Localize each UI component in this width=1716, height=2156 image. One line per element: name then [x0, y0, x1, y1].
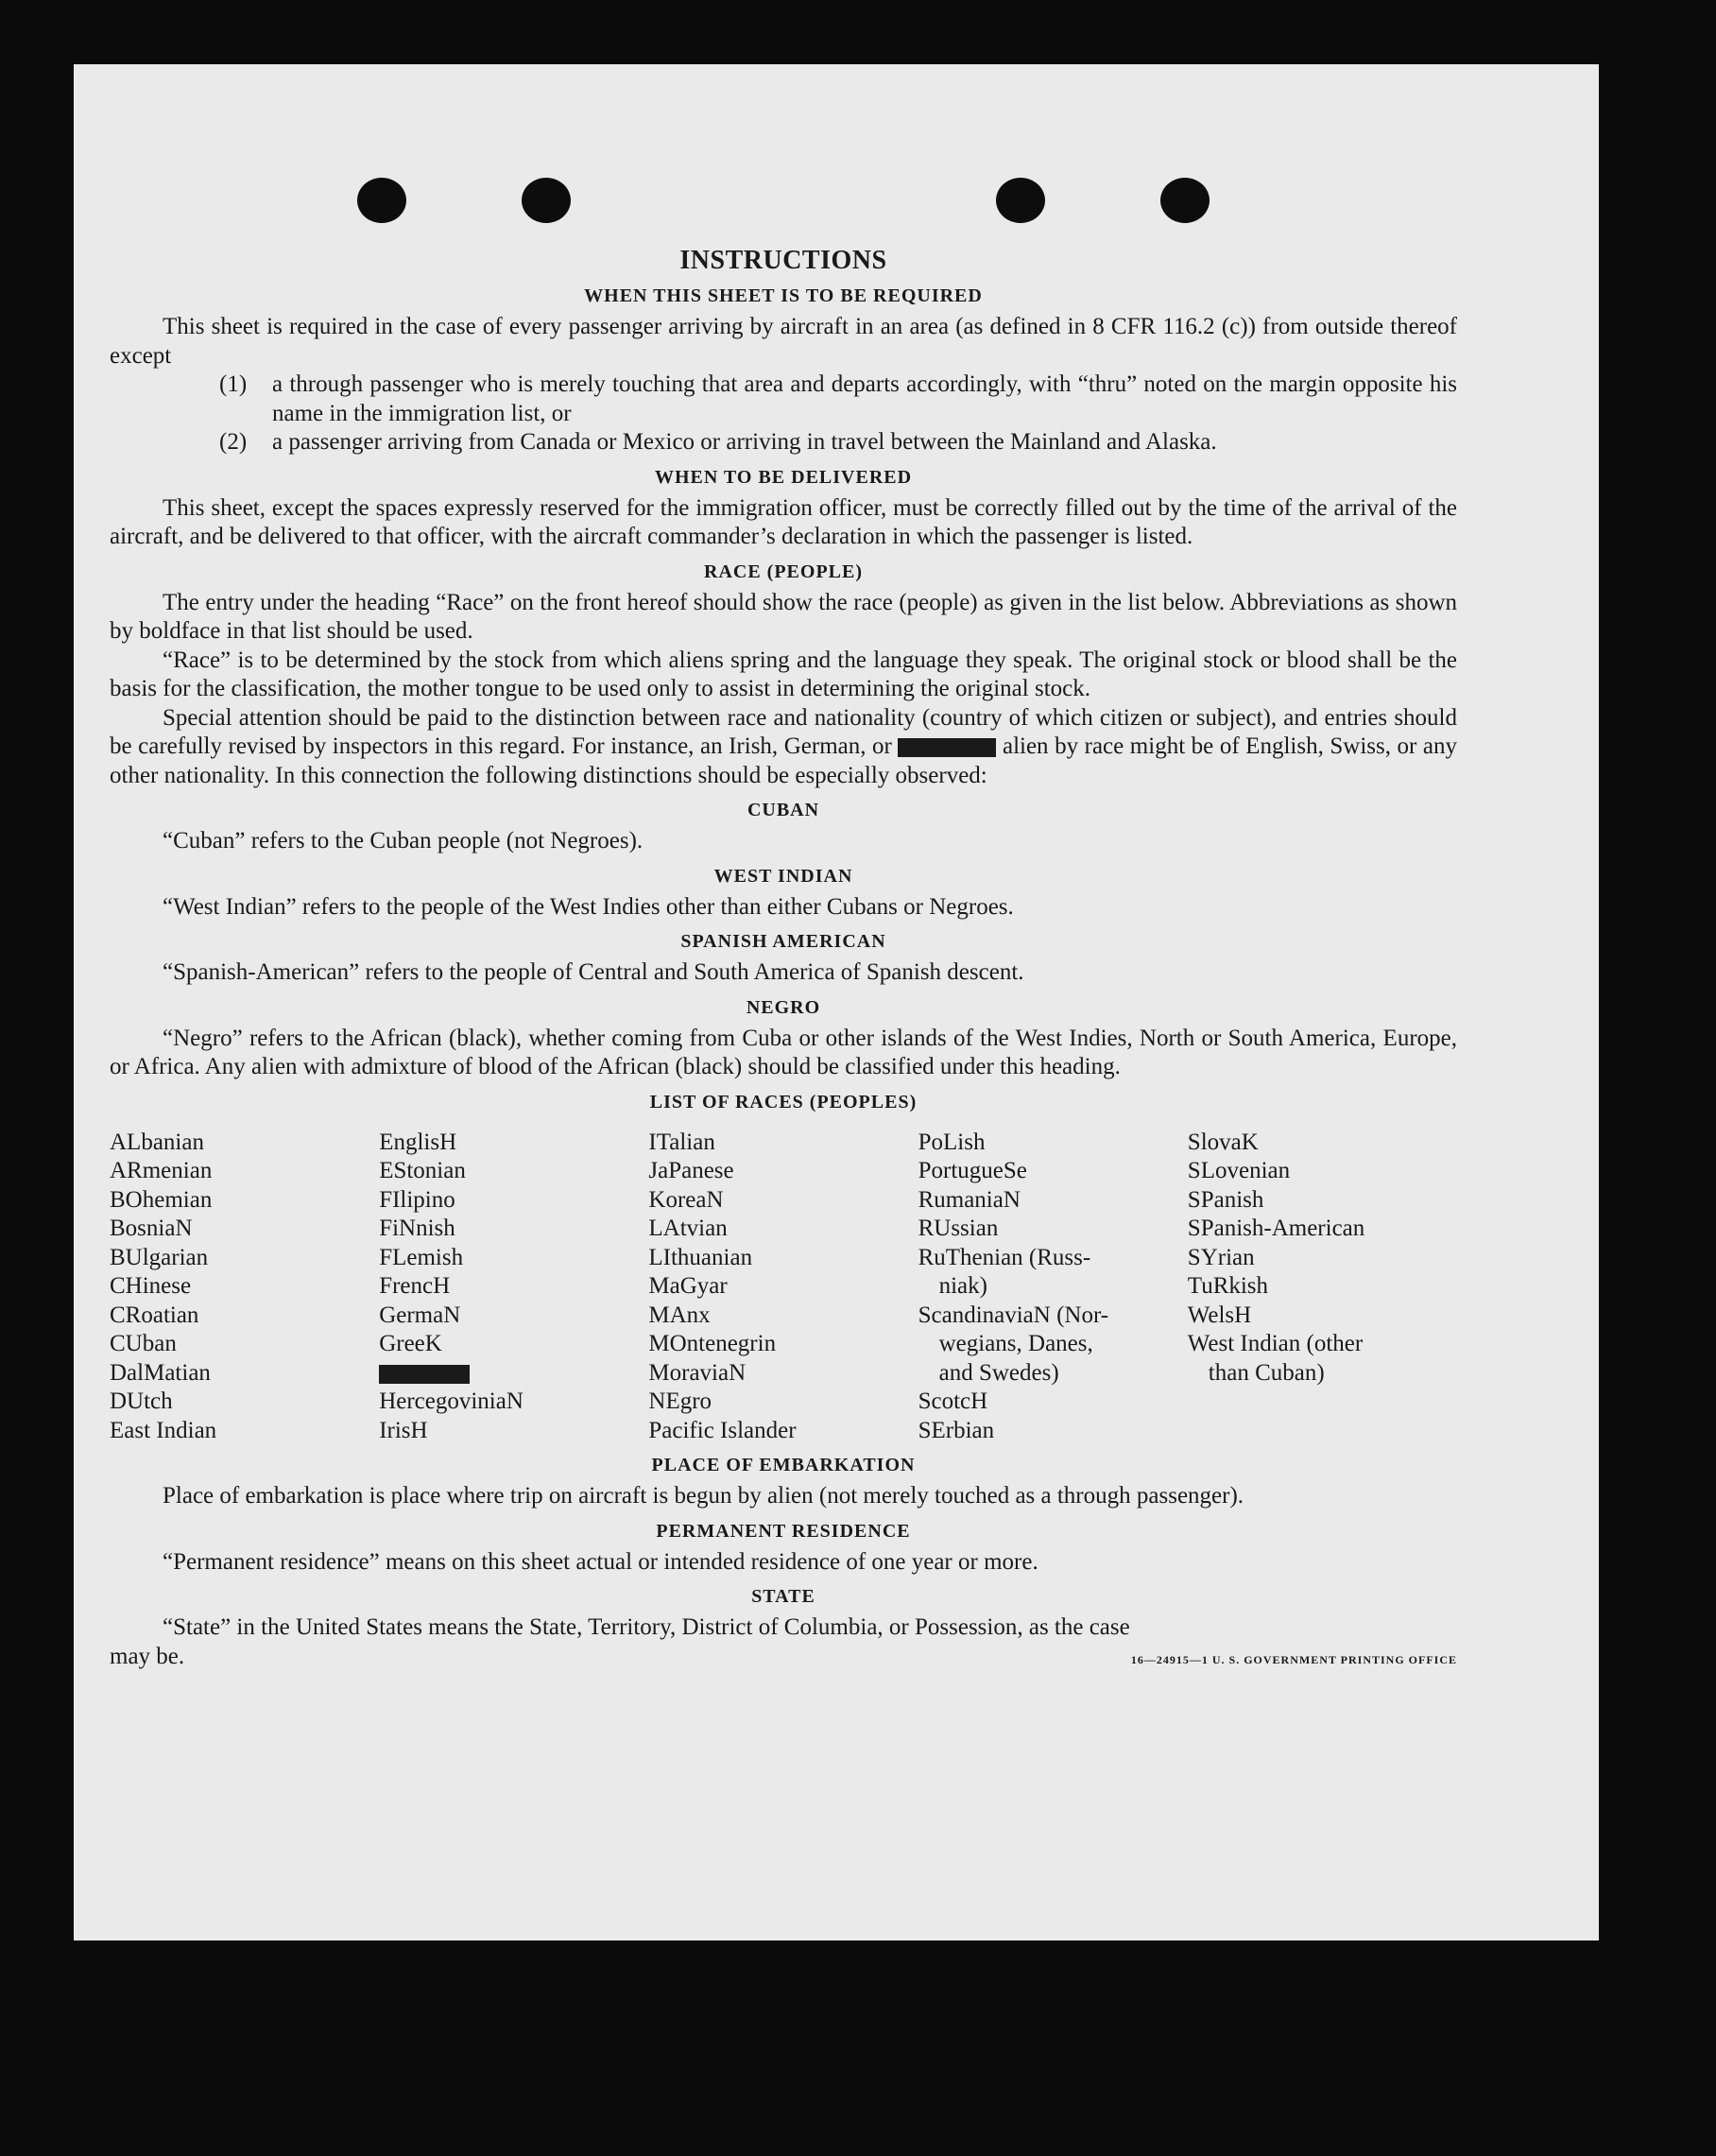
- residence-text: “Permanent residence” means on this sheet actual or intended residence of one year or more.: [163, 1548, 1038, 1575]
- race-column: [918, 1129, 1188, 1446]
- race-entry: West Indian (other: [1187, 1331, 1364, 1356]
- race-paragraph-1: The entry under the heading “Race” on the front hereof should show the race (people) as given in the list below. Abbreviations as shown by boldface in that list should be used.: [110, 589, 1457, 644]
- race-paragraph-3: [110, 704, 1457, 791]
- race-entry: WelsH: [1187, 1302, 1252, 1328]
- redaction-mark: [379, 1365, 470, 1384]
- section-heading-west-indian: WEST INDIAN: [713, 865, 853, 887]
- exception-text: a through passenger who is merely touching that area and departs accordingly, with “thru” noted on the margin opposite his name in the immigration list, or: [272, 371, 1457, 426]
- exception-number: (1): [219, 371, 248, 397]
- race-entry: FIlipino: [379, 1186, 455, 1213]
- race-entry: EnglisH: [379, 1129, 457, 1155]
- exception-item: [110, 371, 1457, 428]
- race-entry: JaPanese: [648, 1158, 734, 1183]
- section-heading-embarkation: PLACE OF EMBARKATION: [651, 1455, 916, 1475]
- race-entry: FrencH: [379, 1273, 451, 1299]
- race-entry: MOntenegrin: [648, 1331, 777, 1356]
- print-code: 16—24915—1 U. S. GOVERNMENT PRINTING OFFICE: [1130, 1652, 1457, 1666]
- race-entry: [379, 1359, 648, 1388]
- race-entry: ScotcH: [918, 1388, 988, 1414]
- race-entry: FLemish: [379, 1244, 464, 1270]
- race-entry: MaGyar: [648, 1273, 728, 1299]
- race-entry: NEgro: [648, 1388, 712, 1414]
- race-entry: DUtch: [110, 1388, 173, 1414]
- negro-text: “Negro” refers to the African (black), whether coming from Cuba or other islands of the West Indies, North or South America, Europe, or Africa. Any alien with admixture of blood of the African (black) should be classified under this heading.: [110, 1025, 1457, 1079]
- race-entry: SPanish: [1187, 1186, 1264, 1213]
- race-paragraph-3-end: alien by race might be of English, Swiss, or any other nationality. In this connection the following distinctions should be especially observed:: [110, 733, 1457, 788]
- race-entry: SlovaK: [1187, 1129, 1259, 1155]
- race-entry: FiNnish: [379, 1216, 455, 1241]
- race-entry: RuThenian (Russ-: [918, 1244, 1091, 1270]
- race-entry: SPanish-American: [1187, 1216, 1365, 1241]
- race-entry: East Indian: [110, 1417, 217, 1443]
- race-entry: ARmenian: [110, 1158, 213, 1183]
- race-entry: and Swedes): [938, 1359, 1059, 1386]
- race-entry: niak): [938, 1273, 987, 1299]
- race-entry: SErbian: [918, 1417, 995, 1443]
- section-heading-when-required: WHEN THIS SHEET IS TO BE REQUIRED: [584, 285, 983, 306]
- section-heading-spanish-american: SPANISH AMERICAN: [680, 931, 886, 952]
- race-column: [648, 1129, 918, 1446]
- section-heading-race: RACE (PEOPLE): [704, 561, 863, 582]
- race-entry: LIthuanian: [648, 1244, 753, 1270]
- race-entry: ALbanian: [110, 1129, 204, 1155]
- exception-number: (2): [219, 429, 248, 455]
- race-entry: EStonian: [379, 1158, 466, 1183]
- race-entry: RumaniaN: [918, 1186, 1021, 1213]
- race-entry: ITalian: [648, 1129, 715, 1155]
- race-entry: DalMatian: [110, 1359, 211, 1386]
- race-paragraph-2: “Race” is to be determined by the stock from which aliens spring and the language they speak. The original stock or blood shall be the basis for the classification, the mother tongue to be used only to assist in determining the original stock.: [110, 647, 1457, 701]
- race-entry: ScandinaviaN (Nor-: [918, 1302, 1109, 1328]
- section-heading-when-delivered: WHEN TO BE DELIVERED: [654, 466, 913, 488]
- race-entry: BUlgarian: [110, 1244, 209, 1270]
- race-entry: LAtvian: [648, 1216, 728, 1241]
- when-required-intro: This sheet is required in the case of every passenger arriving by aircraft in an area (as defined in 8 CFR 116.2 (c)) from outside thereof except: [110, 314, 1457, 369]
- section-heading-state: STATE: [751, 1586, 815, 1607]
- race-entry: GreeK: [379, 1331, 442, 1356]
- spanish-american-text: “Spanish-American” refers to the people of Central and South America of Spanish descent.: [163, 959, 1024, 985]
- race-paragraph-3-start: Special attention should be paid to the distinction between race and nationality (country of which citizen or subject), and entries should be carefully revised by inspectors in this regard. For instance, an Irish, German, or: [110, 704, 1457, 759]
- race-entry: MoraviaN: [648, 1359, 746, 1386]
- instructions-content: [110, 178, 1457, 1671]
- race-entry: than Cuban): [1208, 1359, 1325, 1386]
- embarkation-text: Place of embarkation is place where trip on aircraft is begun by alien (not merely touched as a through passenger).: [163, 1483, 1244, 1509]
- west-indian-text: “West Indian” refers to the people of the West Indies other than either Cubans or Negroes.: [163, 893, 1014, 920]
- section-heading-list-of-races: LIST OF RACES (PEOPLES): [649, 1091, 918, 1112]
- race-entry: CRoatian: [110, 1302, 199, 1328]
- redaction-mark: [898, 738, 996, 757]
- race-entry: Pacific Islander: [648, 1417, 797, 1443]
- section-heading-residence: PERMANENT RESIDENCE: [656, 1520, 911, 1542]
- race-entry: wegians, Danes,: [938, 1331, 1093, 1356]
- section-heading-cuban: CUBAN: [746, 800, 820, 820]
- race-entry: SYrian: [1187, 1244, 1255, 1270]
- section-heading-negro: NEGRO: [746, 996, 821, 1018]
- page-title: INSTRUCTIONS: [679, 246, 887, 275]
- race-list: [110, 1129, 1457, 1446]
- document-sheet: [74, 64, 1599, 1940]
- race-entry: PoLish: [918, 1129, 986, 1155]
- race-entry: CHinese: [110, 1273, 192, 1299]
- exception-item: [110, 428, 1457, 457]
- race-column: [1188, 1129, 1457, 1446]
- race-entry: CUban: [110, 1331, 177, 1356]
- race-entry: GermaN: [379, 1302, 461, 1328]
- race-entry: HercegoviniaN: [379, 1388, 523, 1414]
- race-entry: KoreaN: [648, 1186, 724, 1213]
- state-text-end: may be.: [110, 1643, 185, 1669]
- race-entry: PortugueSe: [918, 1158, 1027, 1183]
- race-entry: RUssian: [918, 1216, 999, 1241]
- exception-text: a passenger arriving from Canada or Mexico or arriving in travel between the Mainland and Alaska.: [272, 429, 1217, 455]
- cuban-text: “Cuban” refers to the Cuban people (not Negroes).: [163, 828, 644, 854]
- race-column: [379, 1129, 648, 1446]
- race-entry: MAnx: [648, 1302, 711, 1328]
- race-entry: SLovenian: [1187, 1158, 1291, 1183]
- when-delivered-text: This sheet, except the spaces expressly reserved for the immigration officer, must be correctly filled out by the time of the arrival of the aircraft, and be delivered to that officer, with the aircraft commander’s declaration in which the passenger is listed.: [110, 494, 1457, 549]
- race-column: [110, 1129, 379, 1446]
- race-entry: BosniaN: [110, 1216, 193, 1241]
- race-entry: TuRkish: [1187, 1273, 1269, 1299]
- race-entry: BOhemian: [110, 1186, 213, 1213]
- footer-line: [110, 1643, 1457, 1672]
- state-text: “State” in the United States means the State, Territory, District of Columbia, or Possession, as the case: [163, 1614, 1130, 1640]
- race-entry: IrisH: [379, 1417, 428, 1443]
